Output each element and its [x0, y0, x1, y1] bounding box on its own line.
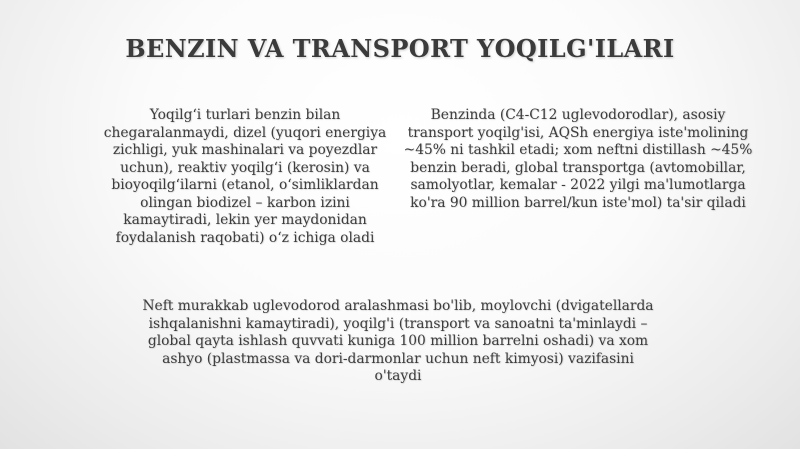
right-text-block: Benzinda (C4-C12 uglevodorodlar), asosiy transport yoqilg'isi, AQSh energiya iste'molining ~45% ni tashkil etadi; xom neftni distillash ~45% benzin beradi, global transportga (avtomobillar, samolyotlar, kemalar - 2022 yilgi ma'lumotlarga ko'ra 90 million barrel/kun iste'mol) ta'sir qiladi: [403, 107, 753, 211]
bottom-text-block: Neft murakkab uglevodorod aralashmasi bo'lib, moylovchi (dvigatellarda ishqalanishni kamaytiradi), yoqilg'i (transport va sanoatni ta'minlaydi – global qayta ishlash quvvati kuniga 100 million barrelni oshadi) va xom ashyo (plastmassa va dori-darmonlar uchun neft kimyosi) vazifasini o'taydi: [142, 298, 654, 384]
left-text-block: Yoqilg‘i turlari benzin bilan chegaralanmaydi, dizel (yuqori energiya zichligi, yuk mashinalari va poyezdlar uchun), reaktiv yoqilg‘i (kerosin) va bioyoqilg‘ilarni (etanol, o‘simliklardan olingan biodizel – karbon izini kamaytiradi, lekin yer maydonidan foydalanish raqobati) o‘z ichiga oladi: [103, 107, 387, 246]
slide-title: BENZIN VA TRANSPORT YOQILG'ILARI: [125, 34, 675, 63]
